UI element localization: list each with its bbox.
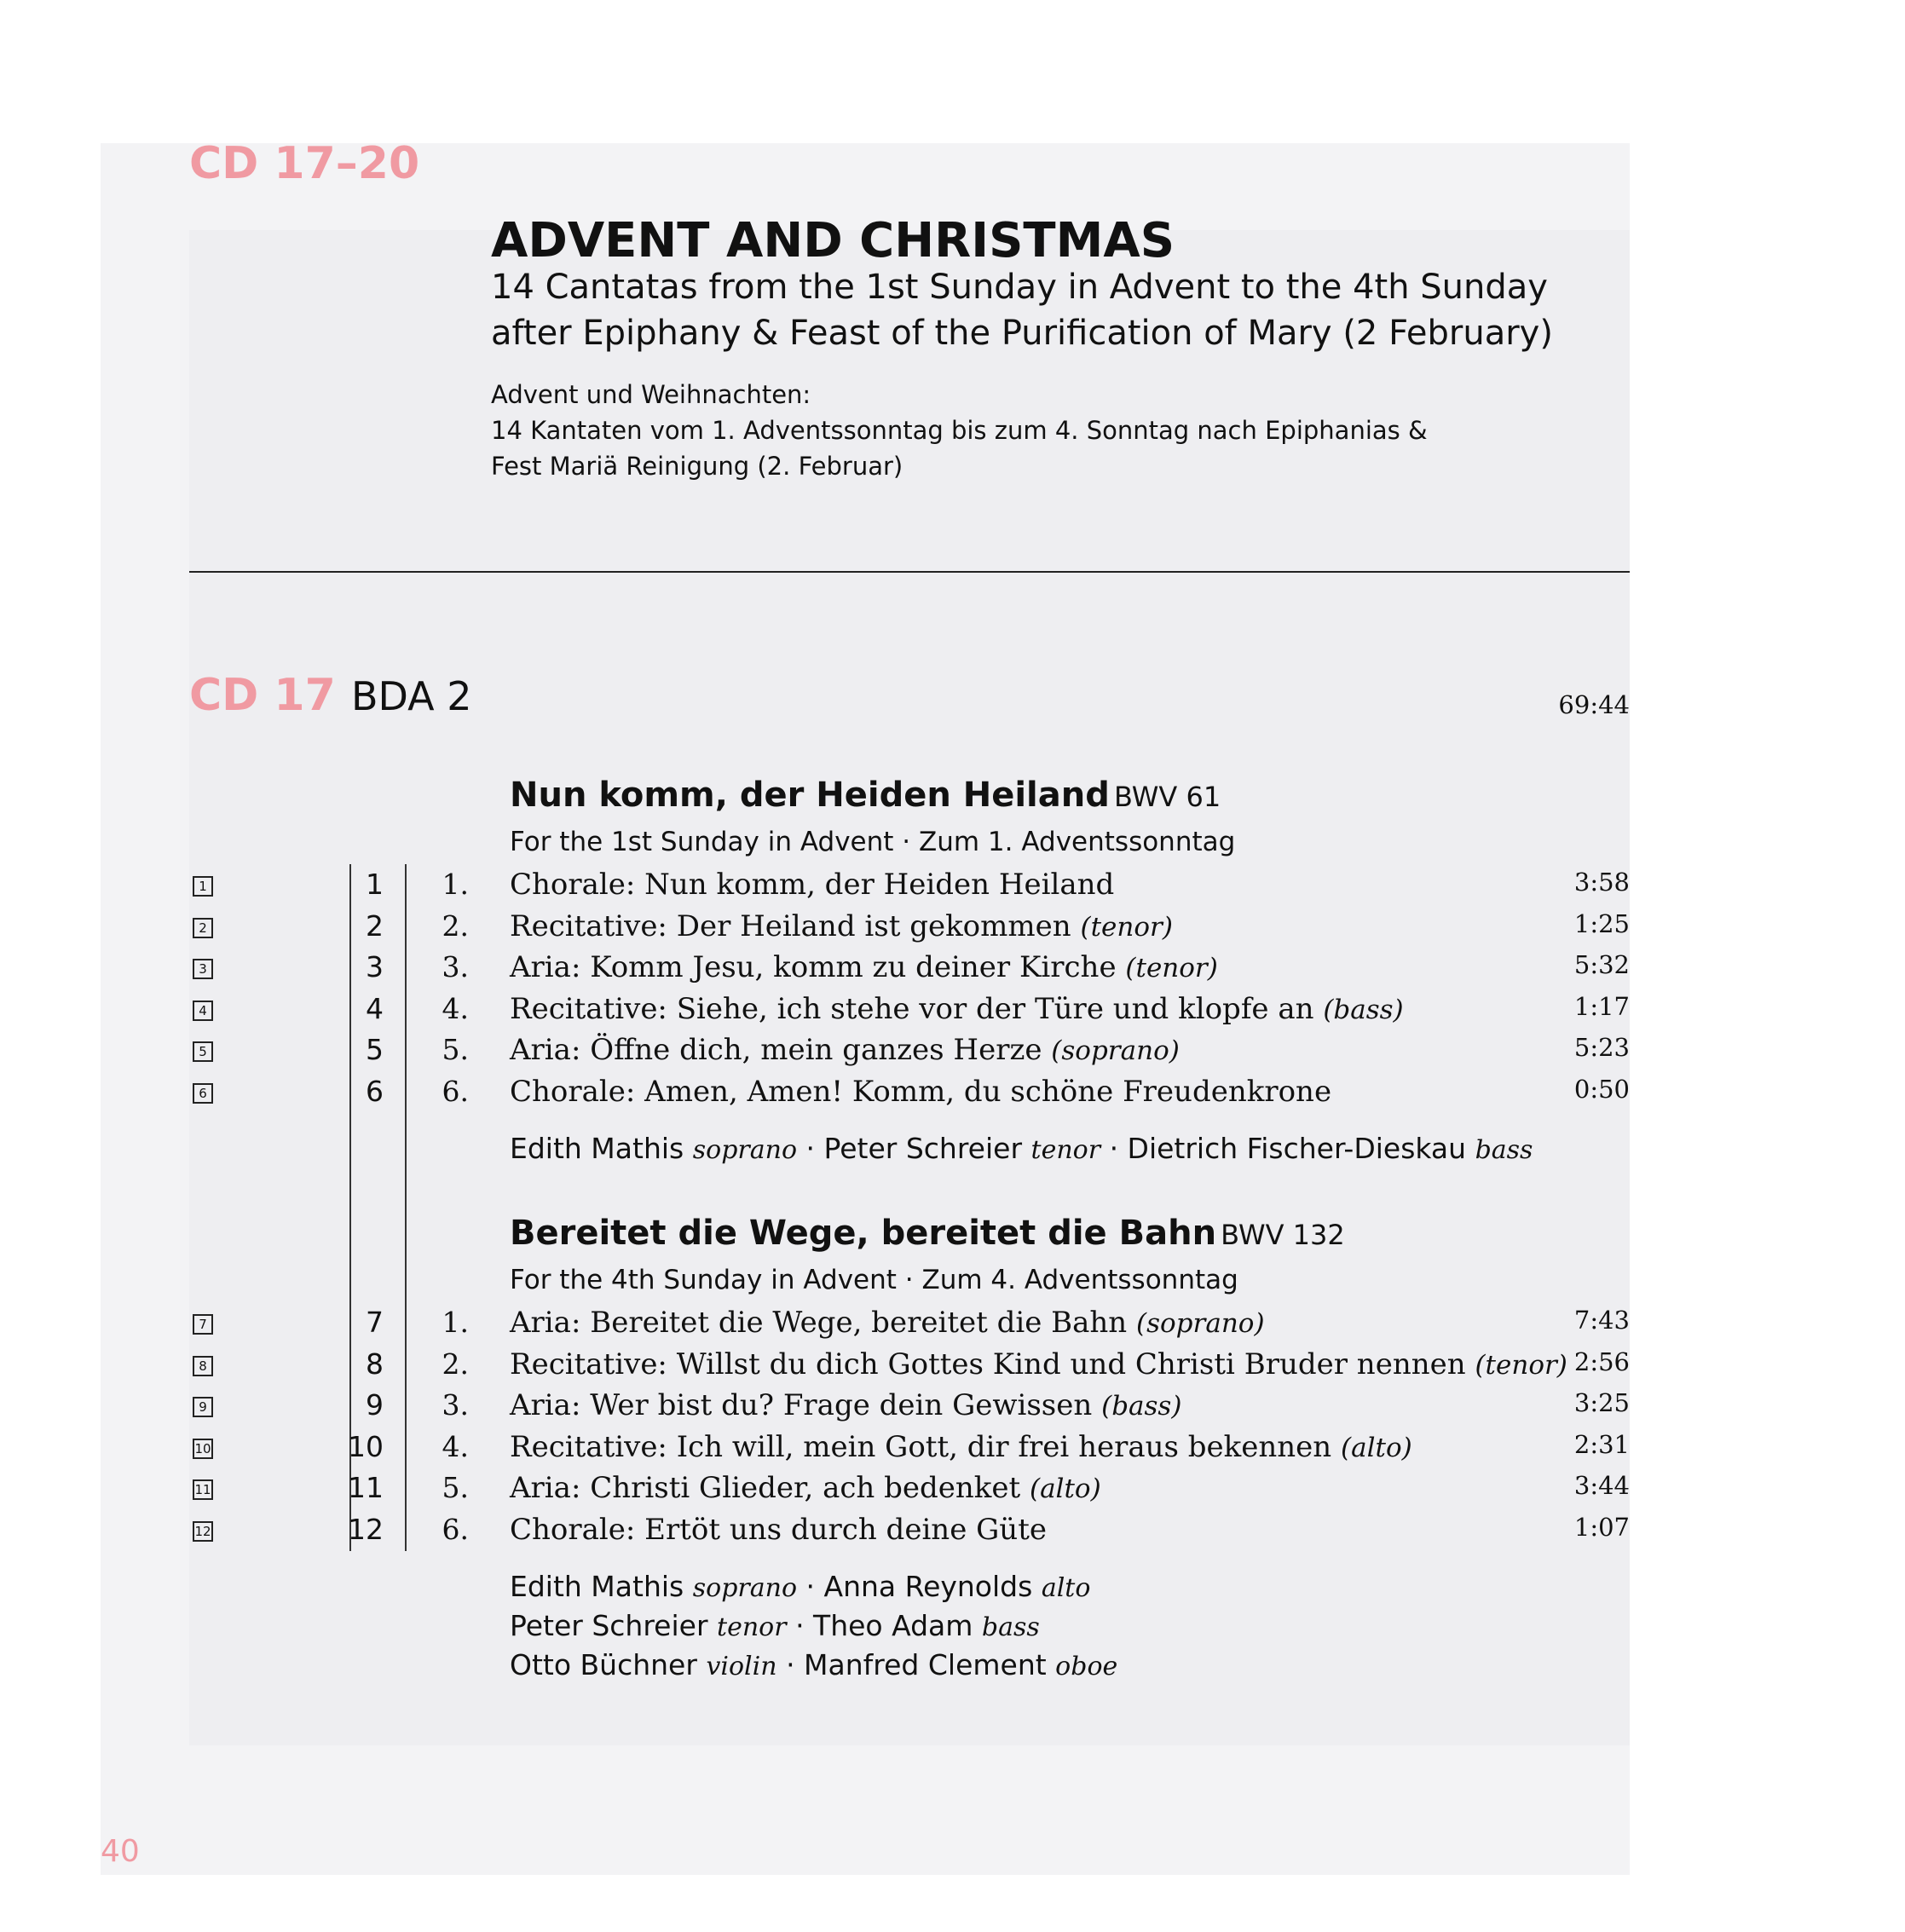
- track-number: 12: [348, 1513, 384, 1546]
- performer-role: violin: [706, 1652, 777, 1681]
- movement-voice: (tenor): [1125, 953, 1218, 984]
- track-number: 5: [366, 1033, 384, 1067]
- series-label: CD 17–20: [189, 138, 420, 189]
- track-box-icon: 7: [193, 1314, 213, 1335]
- track-duration: 3:44: [1573, 1471, 1630, 1501]
- track-duration: 3:58: [1573, 868, 1630, 897]
- performer-name: Anna Reynolds: [823, 1570, 1033, 1603]
- track-row: [0, 1430, 1905, 1471]
- movement-number: 2.: [442, 908, 469, 943]
- track-number: 10: [348, 1429, 384, 1463]
- performer-role: alto: [1041, 1573, 1091, 1603]
- track-row: [0, 1033, 1905, 1074]
- track-row: [0, 992, 1905, 1033]
- movement-title: [510, 1388, 1181, 1422]
- cantata-title: Bereitet die Wege, bereitet die Bahn: [510, 1214, 1217, 1253]
- movement-voice: (bass): [1101, 1391, 1182, 1422]
- performer-name: Edith Mathis: [510, 1570, 684, 1603]
- movement-number: 5.: [442, 1033, 469, 1067]
- performer-name: Otto Büchner: [510, 1648, 697, 1681]
- movement-description: Aria: Öffne dich, mein ganzes Herze: [510, 1033, 1042, 1068]
- movement-voice: (tenor): [1080, 911, 1173, 943]
- cantata-heading: [510, 1214, 1345, 1253]
- track-box-icon: 5: [193, 1041, 213, 1062]
- movement-title: [510, 1033, 1180, 1067]
- track-duration: 2:56: [1573, 1347, 1630, 1376]
- track-box-icon: 2: [193, 918, 213, 938]
- movement-description: Aria: Bereitet die Wege, bereitet die Bahn: [510, 1306, 1128, 1340]
- track-number: 1: [366, 868, 384, 901]
- track-number: 3: [366, 950, 384, 984]
- cantata-occasion: For the 1st Sunday in Advent · Zum 1. Adventssonntag: [510, 827, 1236, 857]
- track-number: 9: [366, 1388, 384, 1422]
- track-row: [0, 1075, 1905, 1116]
- track-number: 6: [366, 1075, 384, 1108]
- performer-name: Peter Schreier: [510, 1609, 708, 1642]
- track-number: 8: [366, 1347, 384, 1381]
- track-row: [0, 950, 1905, 991]
- track-box-icon: 1: [193, 876, 213, 897]
- movement-voice: (soprano): [1051, 1035, 1180, 1067]
- movement-number: 5.: [442, 1471, 469, 1505]
- track-row: [0, 1513, 1905, 1554]
- cd-label: CD 17: [189, 670, 336, 721]
- page-number: 40: [101, 1834, 140, 1869]
- track-duration: 7:43: [1573, 1306, 1630, 1335]
- movement-title: [510, 1306, 1265, 1340]
- movement-title: [510, 1513, 1047, 1547]
- track-number: 11: [348, 1471, 384, 1505]
- track-box-icon: 8: [193, 1356, 213, 1376]
- performer-role: tenor: [1030, 1135, 1101, 1165]
- performer-name: Edith Mathis: [510, 1132, 684, 1165]
- movement-description: Recitative: Siehe, ich stehe vor der Türe und klopfe an: [510, 991, 1314, 1026]
- track-duration: 0:50: [1573, 1075, 1630, 1104]
- track-row: [0, 1306, 1905, 1347]
- cantata-bwv: BWV 61: [1113, 781, 1221, 813]
- cd-total-time: 69:44: [1558, 690, 1630, 719]
- cantata-bwv: BWV 132: [1221, 1219, 1345, 1251]
- movement-title: [510, 992, 1404, 1026]
- movement-title: [510, 1347, 1567, 1381]
- movement-description: Aria: Wer bist du? Frage dein Gewissen: [510, 1388, 1093, 1423]
- performers-line: Edith Mathis soprano · Peter Schreier tenor · Dietrich Fischer-Dieskau bass: [510, 1132, 1533, 1165]
- performer-name: Dietrich Fischer-Dieskau: [1127, 1132, 1467, 1165]
- movement-description: Chorale: Ertöt uns durch deine Güte: [510, 1513, 1047, 1547]
- movement-number: 1.: [442, 868, 469, 901]
- section-subtitle-line-2: after Epiphany & Feast of the Purification of Mary (2 February): [491, 314, 1553, 353]
- performers-line: Peter Schreier tenor · Theo Adam bass: [510, 1609, 1040, 1642]
- cantata-occasion: For the 4th Sunday in Advent · Zum 4. Adventssonntag: [510, 1265, 1238, 1295]
- movement-number: 4.: [442, 1429, 469, 1463]
- movement-title: [510, 950, 1218, 984]
- track-duration: 5:23: [1573, 1033, 1630, 1063]
- track-box-icon: 6: [193, 1083, 213, 1104]
- movement-number: 6.: [442, 1513, 469, 1546]
- track-row: [0, 1471, 1905, 1512]
- performer-name: Theo Adam: [813, 1609, 973, 1642]
- movement-number: 4.: [442, 991, 469, 1025]
- track-box-icon: 9: [193, 1397, 213, 1417]
- movement-title: [510, 1075, 1331, 1109]
- cd-name: BDA 2: [351, 673, 472, 719]
- track-box-icon: 11: [193, 1479, 213, 1500]
- track-duration: 1:17: [1573, 991, 1630, 1021]
- track-duration: 2:31: [1573, 1429, 1630, 1459]
- section-title: ADVENT AND CHRISTMAS: [491, 213, 1175, 268]
- cantata-heading: [510, 776, 1221, 815]
- movement-voice: (bass): [1323, 994, 1404, 1025]
- cantata-title: Nun komm, der Heiden Heiland: [510, 776, 1110, 815]
- performer-name: Peter Schreier: [823, 1132, 1023, 1165]
- performer-name: Manfred Clement: [804, 1648, 1047, 1681]
- movement-description: Aria: Christi Glieder, ach bedenket: [510, 1471, 1021, 1506]
- movement-voice: (alto): [1341, 1432, 1412, 1463]
- movement-number: 3.: [442, 1388, 469, 1422]
- movement-voice: (tenor): [1475, 1349, 1567, 1381]
- track-duration: 5:32: [1573, 950, 1630, 980]
- track-number: 7: [366, 1306, 384, 1339]
- header-divider: [189, 571, 1630, 573]
- performer-role: bass: [1475, 1135, 1533, 1165]
- track-box-icon: 3: [193, 959, 213, 979]
- german-subtitle-line-3: Fest Mariä Reinigung (2. Februar): [491, 452, 903, 481]
- performer-role: soprano: [692, 1573, 798, 1603]
- performer-role: oboe: [1055, 1652, 1118, 1681]
- track-row: [0, 1388, 1905, 1429]
- movement-title: [510, 868, 1114, 902]
- performer-role: tenor: [717, 1612, 787, 1642]
- performer-role: bass: [981, 1612, 1040, 1642]
- track-row: [0, 868, 1905, 908]
- performers-line: Edith Mathis soprano · Anna Reynolds alto: [510, 1570, 1091, 1603]
- track-row: [0, 909, 1905, 950]
- track-duration: 1:07: [1573, 1513, 1630, 1542]
- movement-number: 2.: [442, 1347, 469, 1381]
- section-subtitle-line-1: 14 Cantatas from the 1st Sunday in Advent to the 4th Sunday: [491, 268, 1548, 307]
- movement-voice: (soprano): [1136, 1308, 1265, 1339]
- track-box-icon: 10: [193, 1439, 213, 1459]
- track-duration: 1:25: [1573, 908, 1630, 938]
- track-number: 4: [366, 991, 384, 1025]
- movement-voice: (alto): [1029, 1474, 1101, 1505]
- movement-number: 1.: [442, 1306, 469, 1339]
- movement-number: 6.: [442, 1075, 469, 1108]
- german-subtitle-line-1: Advent und Weihnachten:: [491, 380, 811, 409]
- movement-title: [510, 1471, 1101, 1505]
- performer-role: soprano: [692, 1135, 798, 1165]
- performers-line: Otto Büchner violin · Manfred Clement oboe: [510, 1648, 1118, 1681]
- track-row: [0, 1347, 1905, 1388]
- movement-description: Chorale: Nun komm, der Heiden Heiland: [510, 868, 1115, 902]
- movement-title: [510, 1430, 1412, 1464]
- track-box-icon: 12: [193, 1521, 213, 1542]
- track-duration: 3:25: [1573, 1388, 1630, 1418]
- movement-description: Recitative: Ich will, mein Gott, dir frei heraus bekennen: [510, 1429, 1332, 1464]
- track-number: 2: [366, 908, 384, 943]
- movement-description: Recitative: Der Heiland ist gekommen: [510, 908, 1071, 943]
- german-subtitle-line-2: 14 Kantaten vom 1. Adventssonntag bis zum 4. Sonntag nach Epiphanias &: [491, 416, 1428, 445]
- movement-description: Aria: Komm Jesu, komm zu deiner Kirche: [510, 950, 1117, 985]
- track-box-icon: 4: [193, 1001, 213, 1021]
- movement-description: Recitative: Willst du dich Gottes Kind und Christi Bruder nennen: [510, 1347, 1466, 1381]
- movement-description: Chorale: Amen, Amen! Komm, du schöne Freudenkrone: [510, 1075, 1332, 1109]
- movement-title: [510, 909, 1173, 943]
- movement-number: 3.: [442, 950, 469, 984]
